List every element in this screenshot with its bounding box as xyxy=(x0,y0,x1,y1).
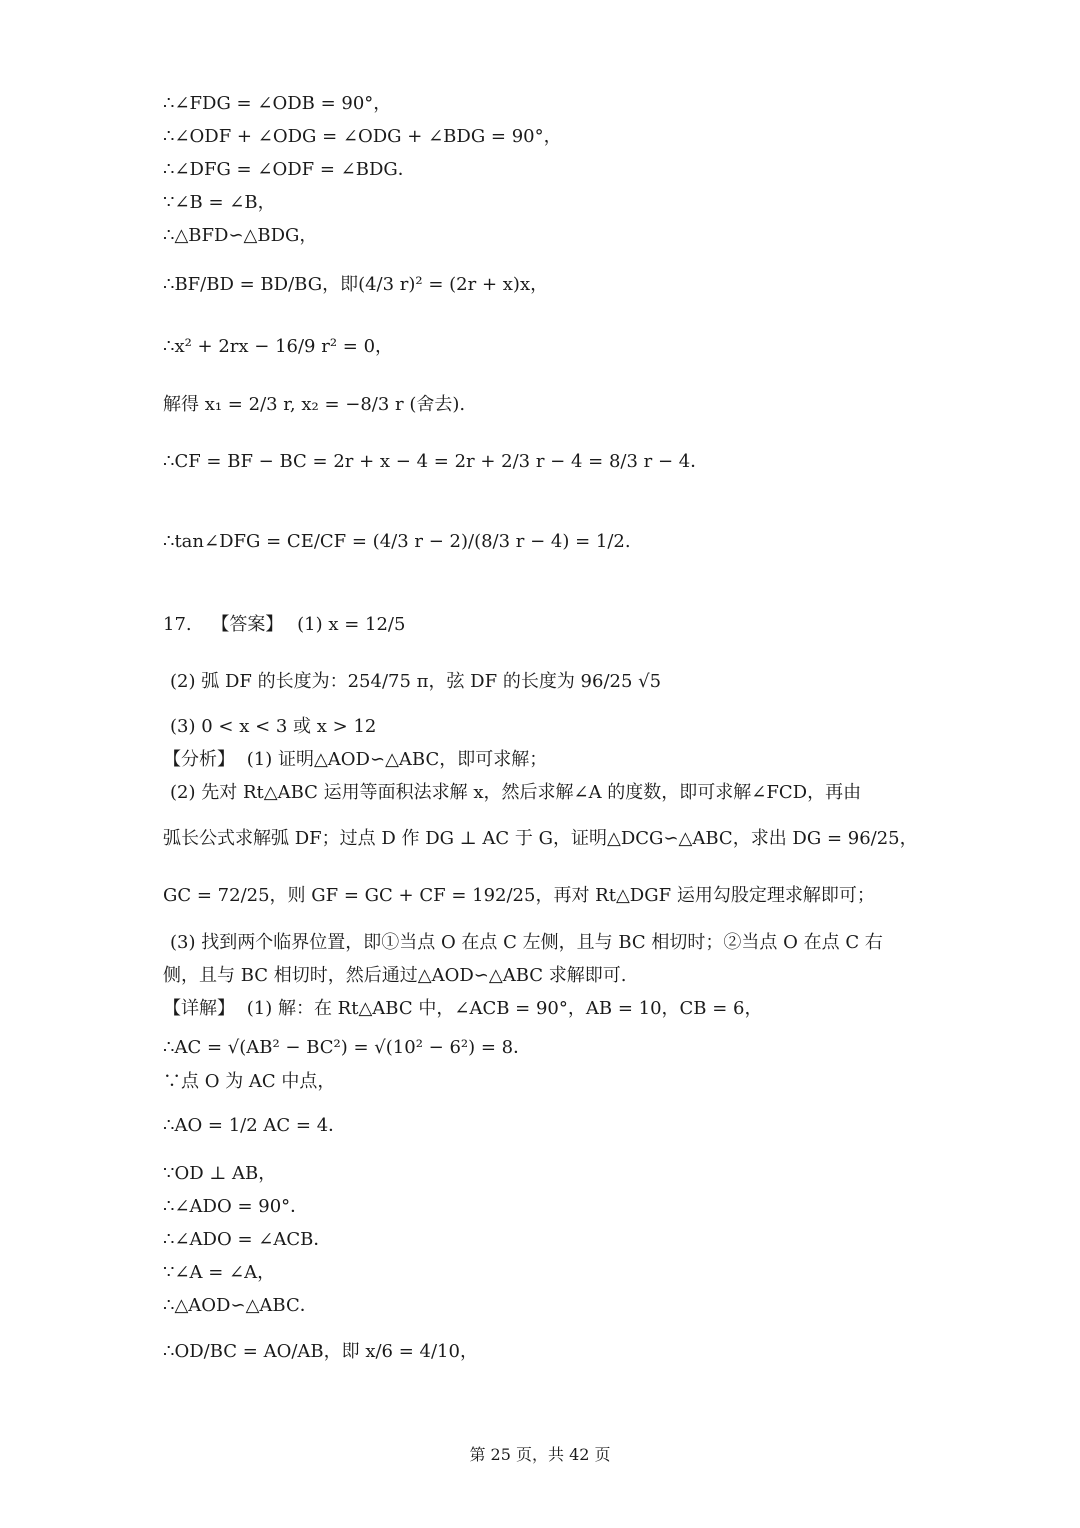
analysis-line-1 xyxy=(163,748,547,772)
detail-tag: 【详解】 xyxy=(163,998,235,1019)
analysis-line-5: (3) 找到两个临界位置，即①当点 O 在点 C 左侧，且与 BC 相切时；②当点 O 在点 C 右 xyxy=(170,932,883,953)
detail-line-6: ∴∠ADO = 90°． xyxy=(163,1196,309,1217)
solution-line-3: ∴∠DFG = ∠ODF = ∠BDG． xyxy=(163,159,416,180)
solution-line-2: ∴∠ODF + ∠ODG = ∠ODG + ∠BDG = 90°， xyxy=(163,126,562,147)
analysis-line-6: 侧，且与 BC 相切时，然后通过△AOD∽△ABC 求解即可. xyxy=(163,965,627,986)
solution-line-7: ∴x² + 2rx − 16/9 r² = 0， xyxy=(163,336,394,357)
detail-line-10: ∴OD/BC = AO/AB，即 x/6 = 4/10， xyxy=(163,1341,478,1362)
analysis-line-2: (2) 先对 Rt△ABC 运用等面积法求解 x，然后求解∠A 的度数，即可求解∠FCD，再由 xyxy=(170,782,862,803)
solution-line-6: ∴BF/BD = BD/BG，即(4/3 r)² = (2r + x)x， xyxy=(163,274,549,295)
detail-line-2: ∴AC = √(AB² − BC²) = √(10² − 6²) = 8． xyxy=(163,1037,532,1058)
solution-line-8: 解得 x₁ = 2/3 r, x₂ = −8/3 r (舍去). xyxy=(163,394,466,415)
detail-line-5: ∵OD ⊥ AB， xyxy=(163,1163,277,1184)
solution-line-10: ∴tan∠DFG = CE/CF = (4/3 r − 2)/(8/3 r − 4) = 1/2. xyxy=(163,531,631,552)
solution-line-1: ∴∠FDG = ∠ODB = 90°， xyxy=(163,93,392,114)
analysis-tag: 【分析】 xyxy=(163,749,235,770)
detail-line-8: ∵∠A = ∠A， xyxy=(163,1262,276,1283)
answer-part-2: (2) 弧 DF 的长度为：254/75 π，弦 DF 的长度为 96/25 √5 xyxy=(170,671,662,692)
question-number: 17. xyxy=(163,614,192,635)
answer-tag: 【答案】 xyxy=(211,614,284,635)
analysis-line-3: 弧长公式求解弧 DF；过点 D 作 DG ⊥ AC 于 G，证明△DCG∽△ABC，求出 DG = 96/25， xyxy=(163,828,918,849)
detail-line-7: ∴∠ADO = ∠ACB． xyxy=(163,1229,332,1250)
detail-text-1: (1) 解：在 Rt△ABC 中，∠ACB = 90°，AB = 10，CB = 6， xyxy=(246,998,763,1019)
detail-line-1 xyxy=(163,997,763,1021)
analysis-line-4: GC = 72/25，则 GF = GC + CF = 192/25，再对 Rt△DGF 运用勾股定理求解即可； xyxy=(163,885,875,906)
detail-line-3: ∵点 O 为 AC 中点， xyxy=(163,1071,336,1092)
analysis-text-1: (1) 证明△AOD∽△ABC，即可求解； xyxy=(246,749,548,770)
answer-part-1: (1) x = 12/5 xyxy=(297,614,406,635)
page-footer: 第 25 页，共 42 页 xyxy=(469,1445,611,1464)
solution-line-5: ∴△BFD∽△BDG， xyxy=(163,225,318,246)
q17-answer-line xyxy=(163,613,405,637)
answer-part-3: (3) 0 < x < 3 或 x > 12 xyxy=(170,716,377,737)
solution-line-4: ∵∠B = ∠B， xyxy=(163,192,276,213)
detail-line-9: ∴△AOD∽△ABC． xyxy=(163,1295,318,1316)
solution-line-9: ∴CF = BF − BC = 2r + x − 4 = 2r + 2/3 r − 4 = 8/3 r − 4． xyxy=(163,451,709,472)
detail-line-4: ∴AO = 1/2 AC = 4． xyxy=(163,1115,347,1136)
